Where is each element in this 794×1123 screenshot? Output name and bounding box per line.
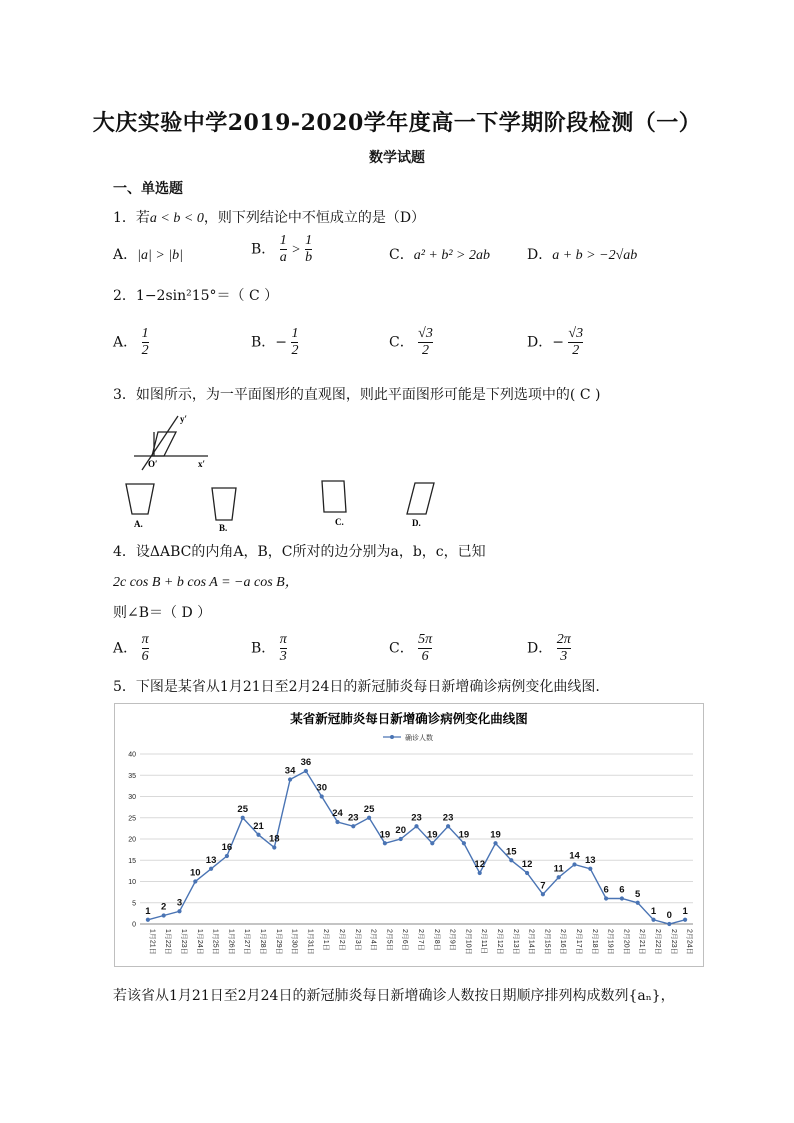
data-point: [509, 858, 513, 862]
data-point: [462, 841, 466, 845]
x-tick-label: 2月1日: [322, 929, 330, 951]
data-point: [383, 841, 387, 845]
data-point: [146, 918, 150, 922]
q1-stem-suffix: ，则下列结论中不恒成立的是（D）: [203, 210, 426, 226]
q1-option-b: [251, 233, 312, 266]
x-tick-label: 1月23日: [180, 929, 187, 955]
denominator: a: [279, 250, 287, 265]
data-point: [193, 879, 197, 883]
x-axis-ticks: [148, 929, 693, 955]
numerator: 1: [141, 326, 149, 341]
data-point: [557, 875, 561, 879]
data-point: [162, 913, 166, 917]
q1-stem: [113, 207, 425, 227]
q2-stem: 2．1−2sin²15°＝（ C ）: [113, 288, 279, 304]
x-tick-label: 2月21日: [638, 929, 646, 955]
data-label: 6: [619, 884, 625, 896]
fraction: [568, 326, 583, 359]
x-tick-label: 2月7日: [417, 929, 424, 951]
sign: −: [275, 334, 288, 351]
option-letter: B．: [251, 334, 276, 351]
x-tick-label: 2月19日: [606, 929, 614, 955]
numerator: 1: [291, 326, 299, 341]
numerator: √3: [568, 326, 584, 341]
oblique-shape: [152, 432, 176, 456]
data-label: 10: [190, 867, 201, 879]
q4-option-b: [251, 632, 287, 665]
data-label: 3: [176, 897, 183, 909]
y-tick-label: 40: [128, 751, 136, 759]
option-d-label: D.: [412, 518, 421, 528]
fraction: [280, 233, 287, 266]
y-tick-label: 30: [128, 794, 136, 801]
data-point: [256, 833, 260, 837]
data-label: 23: [442, 812, 454, 824]
data-label: 23: [411, 812, 422, 824]
x-tick-label: 2月15日: [543, 929, 551, 955]
option-letter: A．: [113, 247, 138, 263]
numerator: 1: [279, 233, 287, 248]
fraction: [142, 632, 149, 665]
data-label: 19: [427, 829, 438, 841]
x-tick-label: 2月9日: [448, 929, 456, 951]
y-tick-label: 10: [128, 879, 136, 886]
x-tick-label: 2月13日: [511, 929, 519, 955]
data-label: 16: [221, 842, 233, 853]
data-point: [367, 816, 371, 820]
numerator: √3: [418, 326, 433, 341]
data-label: 6: [603, 884, 609, 896]
data-point: [414, 824, 418, 828]
q2-option-c: [389, 326, 433, 359]
option-letter: D．: [527, 334, 553, 351]
q5-tail: 若该省从1月21日至2月24日的新冠肺炎每日新增确诊人数按日期顺序排列构成数列{aₙ}，: [113, 988, 675, 1004]
chart-legend: [383, 733, 433, 742]
data-point: [620, 896, 624, 900]
chart-title: 某省新冠肺炎每日新增确诊病例变化曲线图: [290, 711, 528, 726]
option-text: |a| > |b|: [137, 248, 183, 263]
x-tick-label: 2月24日: [685, 929, 693, 955]
data-point: [478, 871, 482, 875]
option-c-label: C.: [335, 517, 344, 527]
x-tick-label: 2月4日: [369, 929, 377, 951]
data-point: [446, 824, 450, 828]
x-tick-label: 2月23日: [669, 929, 677, 955]
data-label: 2: [161, 901, 167, 913]
option-letter: D．: [527, 247, 553, 263]
fraction: [418, 326, 433, 359]
data-point: [304, 769, 308, 773]
sign: −: [552, 334, 564, 351]
x-tick-label: 1月24日: [195, 929, 203, 955]
x-tick-label: 1月21日: [148, 929, 156, 955]
q2-option-a: [113, 326, 149, 359]
q2-option-b: [251, 326, 298, 359]
q1-option-a: [113, 244, 183, 264]
data-label: 5: [635, 888, 641, 900]
fraction: [305, 233, 312, 266]
option-d-figure: [407, 483, 434, 514]
x-tick-label: 2月14日: [527, 929, 535, 955]
option-b-label: B.: [219, 523, 228, 532]
data-point: [335, 820, 339, 824]
data-point: [209, 867, 213, 871]
data-point: [225, 854, 229, 858]
data-point: [651, 918, 655, 922]
x-tick-label: 1月27日: [243, 929, 251, 955]
data-label: 7: [540, 880, 546, 892]
q1-stem-prefix: 1．若: [113, 210, 150, 226]
legend-marker: [390, 735, 394, 739]
data-label: 12: [521, 859, 533, 870]
x-axis-label: x′: [198, 459, 206, 469]
denominator: 2: [422, 343, 430, 358]
x-tick-label: 1月26日: [227, 929, 235, 955]
data-label: 19: [490, 829, 501, 841]
fraction: [418, 632, 432, 665]
x-tick-label: 2月2日: [338, 929, 345, 951]
option-a-label: A.: [134, 519, 143, 529]
data-point: [541, 892, 545, 896]
data-point: [272, 845, 276, 849]
data-label: 23: [348, 812, 359, 824]
x-tick-label: 2月18日: [590, 929, 598, 955]
x-tick-label: 2月20日: [622, 929, 630, 955]
x-tick-label: 2月12日: [496, 929, 503, 955]
q1-option-c: [389, 244, 490, 264]
q3-oblique-diagram: [128, 410, 218, 472]
y-tick-label: 15: [128, 857, 136, 865]
data-label: 21: [253, 820, 264, 832]
line-chart-container: [114, 703, 704, 967]
option-letter: A．: [113, 334, 138, 351]
data-label: 25: [363, 803, 375, 815]
x-tick-label: 1月30日: [290, 929, 298, 955]
data-point: [604, 896, 608, 900]
legend-label: 确诊人数: [405, 735, 433, 742]
y-tick-label: 20: [128, 836, 136, 844]
fraction: [280, 632, 287, 665]
x-tick-label: 1月29日: [274, 929, 282, 955]
option-text: a² + b² > 2ab: [413, 248, 491, 263]
data-label: 12: [474, 859, 485, 870]
data-label: 0: [666, 910, 672, 921]
q2-option-d: [527, 326, 583, 359]
data-label: 14: [569, 850, 580, 862]
data-label: 1: [682, 905, 688, 917]
fraction: [142, 326, 149, 359]
data-label: 13: [585, 854, 596, 866]
option-letter: B．: [251, 241, 276, 258]
x-tick-label: 2月11日: [480, 929, 488, 955]
option-b-figure: [212, 488, 236, 520]
operator: >: [291, 242, 301, 258]
q4-option-d: [527, 632, 571, 665]
x-tick-label: 1月31日: [306, 929, 314, 955]
fraction: [557, 632, 571, 665]
numerator: 1: [305, 233, 313, 248]
x-tick-label: 2月6日: [401, 929, 409, 951]
data-label: 36: [300, 757, 312, 768]
data-point: [525, 871, 529, 875]
x-tick-label: 1月25日: [211, 929, 219, 955]
q4-stem: 4．设ΔABC的内角A，B，C所对的边分别为a，b，c，已知: [113, 544, 486, 560]
x-tick-label: 1月22日: [164, 929, 172, 955]
section-heading: 一、单选题: [113, 181, 183, 197]
data-point: [177, 909, 181, 913]
q1-option-d: [527, 244, 637, 264]
denominator: 6: [421, 649, 429, 664]
x-tick-label: 2月3日: [353, 929, 361, 951]
q4-question: 则∠B＝（ D ）: [113, 605, 212, 621]
data-label: 13: [205, 854, 217, 866]
document-title: 大庆实验中学2019-2020学年度高一下学期阶段检测（一）: [92, 110, 702, 136]
denominator: 2: [141, 343, 149, 358]
data-point: [683, 918, 687, 922]
data-point: [320, 794, 324, 798]
data-label: 1: [650, 905, 657, 917]
data-label: 18: [269, 833, 280, 845]
x-tick-label: 2月10日: [464, 929, 472, 955]
x-tick-label: 2月22日: [654, 929, 661, 955]
data-point: [399, 837, 403, 841]
q1-stem-condition: a < b < 0: [149, 211, 204, 226]
data-label: 20: [395, 825, 406, 836]
q3-options-figures: [118, 478, 458, 532]
option-letter: C．: [389, 334, 414, 351]
q5-stem: 5．下图是某省从1月21日至2月24日的新冠肺炎每日新增确诊病例变化曲线图.: [113, 679, 600, 695]
q4-option-c: [389, 632, 432, 665]
x-tick-label: 2月5日: [385, 929, 393, 951]
data-point: [288, 777, 292, 781]
document-subtitle: 数学试题: [369, 150, 425, 166]
option-a-figure: [126, 484, 154, 514]
y-axis-label: y′: [180, 414, 188, 424]
data-label: 11: [553, 863, 564, 875]
y-tick-label: 25: [128, 815, 136, 823]
data-point: [351, 824, 355, 828]
data-label: 25: [237, 803, 248, 815]
data-label: 34: [284, 765, 296, 777]
data-label: 19: [458, 829, 470, 841]
x-tick-label: 1月28日: [259, 929, 266, 955]
q4-option-a: [113, 632, 149, 665]
y-tick-label: 0: [132, 921, 136, 929]
y-tick-label: 35: [128, 772, 136, 780]
x-tick-label: 2月17日: [575, 929, 582, 955]
y-axis-ticks: [128, 752, 136, 929]
option-letter: C．: [389, 640, 414, 657]
data-point: [588, 867, 592, 871]
data-point: [667, 922, 671, 926]
data-point: [241, 816, 245, 820]
q4-equation: 2c cos B + b cos A = −a cos B，: [113, 575, 299, 590]
option-letter: B．: [251, 640, 276, 657]
fraction: [291, 326, 298, 359]
denominator: 3: [560, 649, 568, 664]
line-chart: [115, 704, 703, 966]
origin-label: O′: [148, 459, 158, 469]
data-point: [636, 901, 640, 905]
data-label: 15: [506, 846, 517, 858]
option-text: a + b > −2√ab: [552, 248, 638, 263]
numerator: 2π: [556, 632, 571, 647]
x-tick-label: 2月16日: [559, 929, 567, 955]
numerator: π: [141, 632, 149, 647]
denominator: 6: [141, 649, 149, 664]
numerator: π: [279, 632, 287, 647]
data-point: [430, 841, 434, 845]
numerator: 5π: [418, 632, 433, 647]
denominator: 2: [291, 343, 299, 358]
option-letter: C．: [389, 247, 414, 263]
option-letter: D．: [527, 640, 553, 657]
data-point: [493, 841, 497, 845]
data-point: [572, 862, 576, 866]
y-tick-label: 5: [132, 900, 136, 908]
option-c-figure: [322, 481, 346, 512]
q3-stem: 3．如图所示，为一平面图形的直观图，则此平面图形可能是下列选项中的( C ): [113, 387, 601, 403]
x-tick-label: 2月8日: [432, 929, 440, 951]
denominator: 3: [279, 649, 287, 664]
data-label: 24: [332, 808, 343, 819]
data-label: 30: [316, 782, 327, 794]
denominator: 2: [572, 343, 580, 358]
option-letter: A．: [113, 640, 138, 657]
denominator: b: [305, 250, 313, 265]
data-label: 19: [379, 829, 391, 841]
data-label: 1: [145, 905, 151, 917]
